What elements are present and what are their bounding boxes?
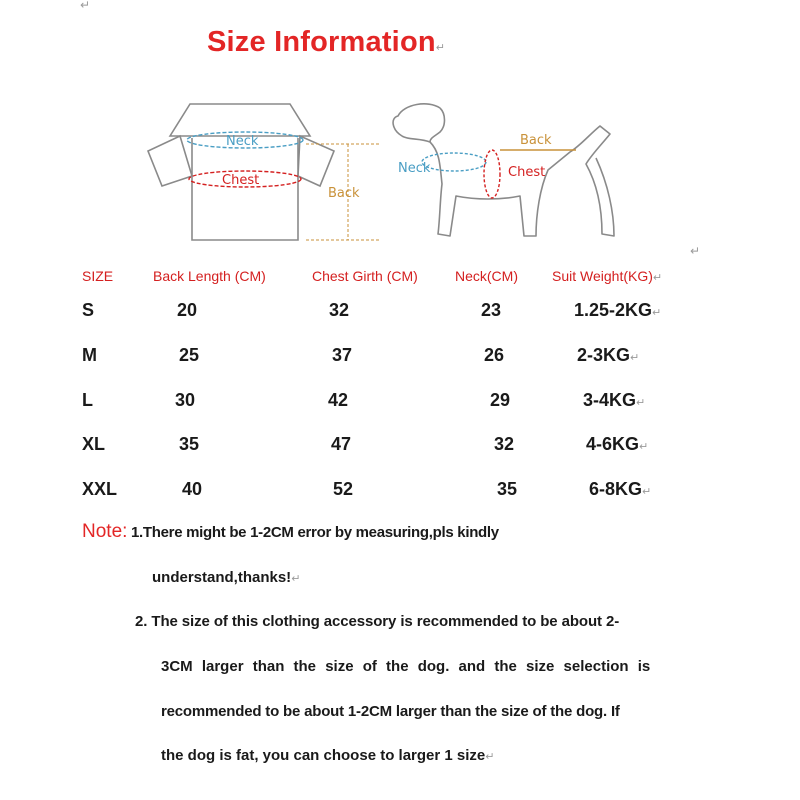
measurement-illustration bbox=[140, 96, 660, 256]
shirt-chest-label: Chest bbox=[222, 173, 260, 188]
note-1-line-2: understand,thanks!↵ bbox=[152, 569, 301, 586]
header-suit-weight: Suit Weight(KG)↵ bbox=[552, 268, 663, 284]
weight-cell: 1.25-2KG↵ bbox=[574, 300, 662, 320]
page-title: Size Information↵ bbox=[207, 26, 446, 58]
dog-neck-ring bbox=[422, 153, 486, 171]
size-cell: M bbox=[82, 345, 97, 365]
weight-cell: 4-6KG↵ bbox=[586, 434, 649, 454]
note-2-line-1: 2. The size of this clothing accessory is recommended to be about 2- bbox=[135, 613, 620, 630]
paragraph-mark: ↵ bbox=[690, 244, 701, 258]
weight-cell: 6-8KG↵ bbox=[589, 479, 652, 499]
note-2-line-2: 3CM larger than the size of the dog. and the size selection is bbox=[161, 658, 651, 675]
chest-girth-cell: 37 bbox=[332, 345, 353, 365]
paragraph-mark: ↵ bbox=[80, 0, 91, 12]
weight-cell: 2-3KG↵ bbox=[577, 345, 640, 365]
neck-cell: 32 bbox=[494, 434, 515, 454]
back-length-cell: 25 bbox=[179, 345, 200, 365]
chest-girth-cell: 42 bbox=[328, 390, 349, 410]
header-neck: Neck(CM) bbox=[455, 268, 518, 284]
chest-girth-cell: 32 bbox=[329, 300, 350, 320]
size-cell: S bbox=[82, 300, 95, 320]
dog-back-label: Back bbox=[520, 133, 552, 148]
chest-girth-cell: 52 bbox=[333, 479, 354, 499]
note-label: Note: bbox=[82, 521, 128, 542]
measurement-diagram bbox=[140, 96, 660, 256]
shirt-back-label: Back bbox=[328, 186, 360, 201]
dog-chest-ring bbox=[484, 150, 500, 198]
size-cell: XL bbox=[82, 434, 106, 454]
shirt-neck-label: Neck bbox=[226, 134, 259, 149]
dog-chest-label: Chest bbox=[508, 165, 546, 180]
weight-cell: 3-4KG↵ bbox=[583, 390, 646, 410]
chest-girth-cell: 47 bbox=[331, 434, 352, 454]
header-chest-girth: Chest Girth (CM) bbox=[312, 268, 418, 284]
neck-cell: 23 bbox=[481, 300, 502, 320]
back-length-cell: 20 bbox=[177, 300, 198, 320]
header-size: SIZE bbox=[82, 268, 114, 284]
note-1-line-1: 1.There might be 1-2CM error by measuring,pls kindly bbox=[131, 524, 499, 541]
back-length-cell: 30 bbox=[175, 390, 196, 410]
note-2-line-3: recommended to be about 1-2CM larger than the size of the dog. If bbox=[161, 703, 620, 720]
header-back-length: Back Length (CM) bbox=[153, 268, 266, 284]
size-cell: XXL bbox=[82, 479, 118, 499]
neck-cell: 35 bbox=[497, 479, 518, 499]
neck-cell: 26 bbox=[484, 345, 505, 365]
shirt-illustration bbox=[148, 104, 334, 240]
note-2-line-4: the dog is fat, you can choose to larger 1 size↵ bbox=[161, 747, 495, 764]
back-length-cell: 35 bbox=[179, 434, 200, 454]
back-length-cell: 40 bbox=[182, 479, 203, 499]
neck-cell: 29 bbox=[490, 390, 511, 410]
dog-neck-label: Neck bbox=[398, 161, 431, 176]
size-cell: L bbox=[82, 390, 93, 410]
